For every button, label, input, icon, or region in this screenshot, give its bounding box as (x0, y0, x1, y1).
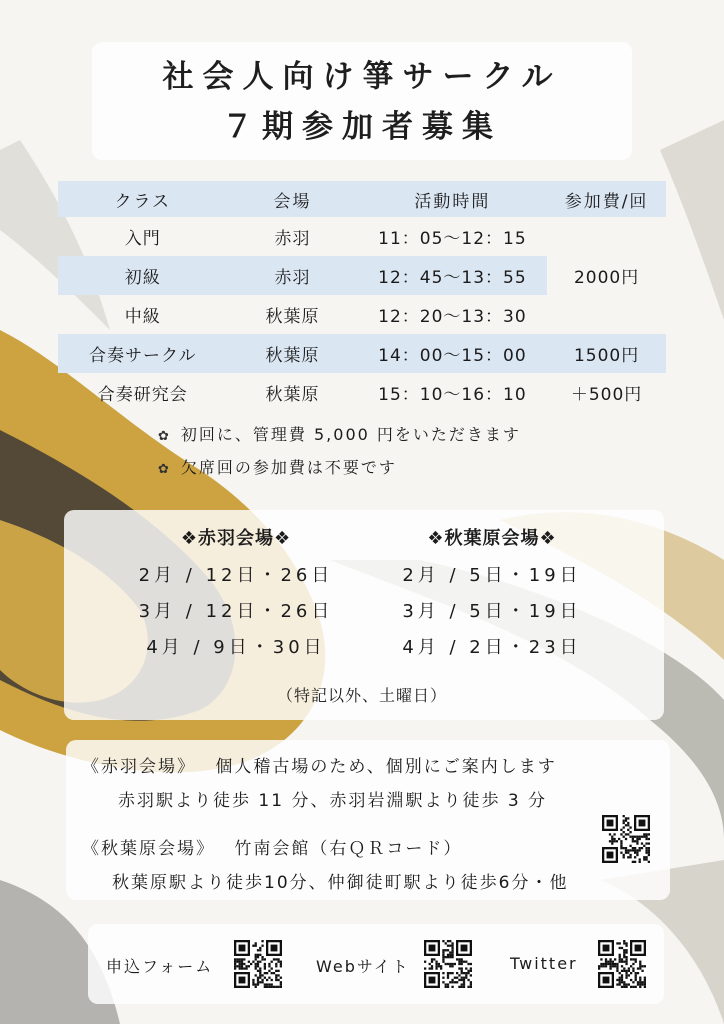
akabane-dates-heading: ❖赤羽会場❖ (180, 528, 292, 549)
title-line-2: ７期参加者募集 (222, 109, 502, 145)
flower-bullet-icon: ✿ (158, 462, 171, 477)
date-row: 2月 / 5日・19日 (402, 565, 582, 586)
form-qr-code[interactable] (234, 940, 282, 988)
time-cell: 12：45〜13：55 (358, 256, 548, 295)
notes-list (158, 420, 521, 486)
date-row: 2月 / 12日・26日 (138, 565, 334, 586)
akihabara-access-line (82, 834, 462, 859)
akabane-venue-desc: 個人稽古場のため、個別にご案内します (215, 757, 557, 777)
saturday-note: （特記以外、土曜日） (276, 686, 447, 705)
header-class: クラス (58, 181, 227, 217)
website-label: Webサイト (316, 957, 410, 976)
note-item (158, 453, 521, 486)
table-row (58, 217, 666, 256)
table-row (58, 373, 666, 412)
akabane-venue-title: 《赤羽会場》 (82, 757, 196, 777)
header-venue: 会場 (227, 181, 357, 217)
venue-cell: 秋葉原 (265, 385, 320, 405)
twitter-label: Twitter (510, 954, 578, 973)
header-fee: 参加費/回 (547, 181, 666, 217)
note-item (158, 420, 521, 453)
table-header-row (58, 181, 666, 217)
akihabara-route: 秋葉原駅より徒歩10分、仲御徒町駅より徒歩6分・他 (112, 873, 569, 893)
title-line-1: 社会人向け箏サークル (162, 59, 562, 95)
venue-cell: 秋葉原 (227, 334, 357, 373)
class-cell: 合奏サークル (58, 334, 227, 373)
note-text: 初回に、管理費 5,000 円をいただきます (180, 425, 521, 444)
date-row: 4月 / 2日・23日 (402, 637, 582, 658)
page-title (92, 52, 632, 152)
fee-cell: 1500円 (547, 334, 666, 373)
class-cell: 初級 (58, 256, 227, 295)
table-row (58, 334, 666, 373)
schedule-table (58, 181, 666, 412)
class-cell: 中級 (124, 307, 161, 327)
website-qr-code[interactable] (424, 940, 472, 988)
venue-cell: 赤羽 (227, 256, 357, 295)
akihabara-venue-title: 《秋葉原会場》 (82, 839, 215, 859)
fee-cell: ＋500円 (570, 385, 643, 405)
twitter-qr-code[interactable] (598, 940, 646, 988)
fee-cell: 2000円 (573, 268, 640, 288)
date-row: 3月 / 5日・19日 (402, 601, 582, 622)
note-text: 欠席回の参加費は不要です (180, 458, 397, 477)
venue-cell: 赤羽 (274, 229, 311, 249)
class-cell: 入門 (124, 229, 161, 249)
form-label: 申込フォーム (106, 957, 214, 976)
akihabara-dates (372, 524, 612, 666)
akihabara-venue-desc: 竹南会館（右ＱＲコード） (234, 839, 463, 859)
akabane-dates (116, 524, 356, 666)
akabane-route: 赤羽駅より徒歩 11 分、赤羽岩淵駅より徒歩 3 分 (118, 791, 548, 811)
akabane-access-line (82, 752, 557, 777)
akihabara-dates-heading: ❖秋葉原会場❖ (427, 528, 557, 549)
venue-qr-code[interactable] (602, 815, 650, 863)
time-cell: 14：00〜15：00 (358, 334, 548, 373)
time-cell: 15：10〜16：10 (378, 385, 527, 405)
venue-cell: 秋葉原 (265, 307, 320, 327)
flower-bullet-icon: ✿ (158, 429, 171, 444)
date-row: 3月 / 12日・26日 (138, 601, 334, 622)
time-cell: 12：20〜13：30 (378, 307, 527, 327)
date-row: 4月 / 9日・30日 (146, 637, 326, 658)
header-time: 活動時間 (358, 181, 548, 217)
class-cell: 合奏研究会 (97, 385, 188, 405)
time-cell: 11：05〜12：15 (378, 229, 527, 249)
